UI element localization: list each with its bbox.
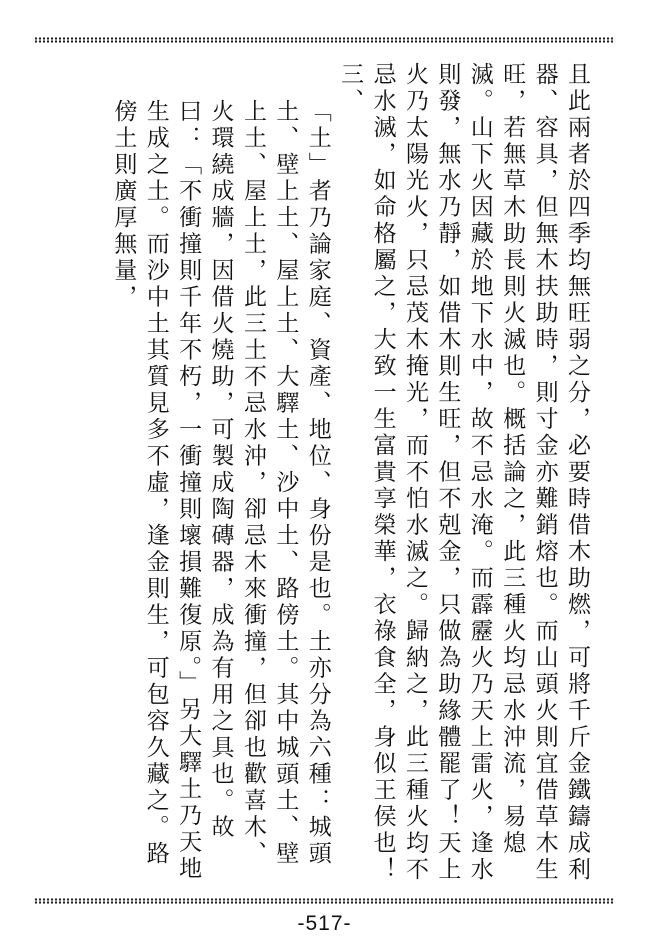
section-number: 三、 <box>337 62 364 115</box>
bottom-dotted-rule <box>34 898 614 904</box>
top-dotted-rule <box>34 37 614 43</box>
vertical-text-body <box>53 62 593 892</box>
page-number: -517- <box>297 912 352 935</box>
paragraph-fire: 且此兩者於四季均無旺弱之分，必要時借木助燃，可將千斤金鐵鑄成利器、容具，但無木扶助時，則寸金亦難銷熔也。而山頭火則宜借草木生旺，若無草木助長則火滅也。概括論之，此三種火均忌水沖流，易熄滅。山下火因藏於地下水中，故不忌水淹。而霹靂火乃天上雷火，逢水則發，無水乃靜，如借木則生旺，但不剋金，只做為助緣體罷了！天上火乃太陽光火，只忌茂木掩光，而不怕水滅之。歸納之，此三種火均不忌水滅，如命格屬之，大致一生富貴享榮華，衣祿食全，身似王侯也！ <box>369 62 590 884</box>
paragraph-earth: 「土」者乃論家庭、資產、地位、身份是也。土亦分為六種：城頭土、壁上土、屋上土、大驛土、沙中土、路傍土。其中城頭土、壁上土、屋上土，此三土不忌水沖，卻忌木來衝撞，但卻也歡喜木、火環繞成牆，因借火燒助，可製成陶磚器，成為有用之具也。故曰：「不衝撞則千年不朽，一衝撞則壞損難復原。」另大驛土乃天地生成之土。而沙中土其質見多不虛，逢金則生，可包容久藏之。路傍土則廣厚無量， <box>110 99 331 883</box>
